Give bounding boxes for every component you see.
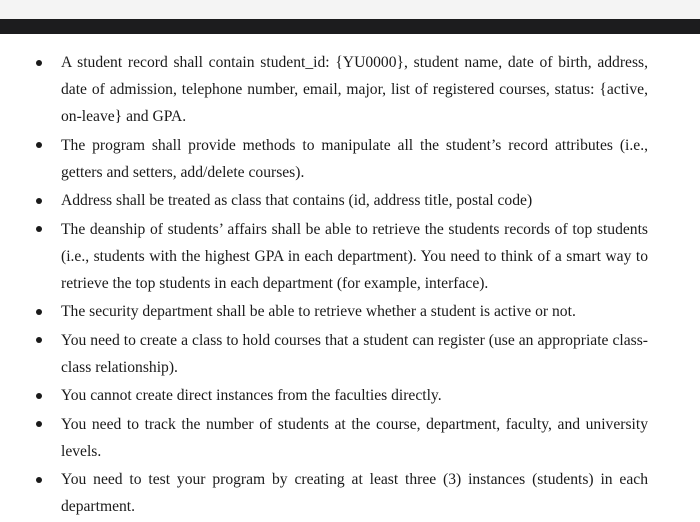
header-bar [0,19,700,34]
bullet-icon [36,421,42,427]
bullet-icon [36,142,42,148]
list-item-text: A student record shall contain student_id: {YU0000}, student name, date of birth, address, date of admission, telephone number, email, major, list of registered courses, status: {active, on-leave} and GPA. [61,54,648,125]
bullet-icon [36,393,42,399]
list-item-text: The deanship of students’ affairs shall be able to retrieve the students records of top students (i.e., students with the highest GPA in each department). You need to think of a smart way to retrieve the top students in each department (for example, interface). [61,220,648,292]
list-item-text: You need to test your program by creating at least three (3) instances (students) in each department. [61,471,648,515]
bullet-icon [36,309,42,315]
list-item-text: You cannot create direct instances from the faculties directly. [61,387,442,404]
list-item [0,382,700,409]
list-item [0,187,700,214]
bullet-icon [36,226,42,232]
bullet-icon [36,477,42,483]
list-item-text: The security department shall be able to retrieve whether a student is active or not. [61,303,576,320]
document-page [0,34,700,519]
list-item-text: You need to track the number of students at the course, department, faculty, and university levels. [61,415,648,460]
top-margin [0,0,700,19]
list-item-text: Address shall be treated as class that contains (id, address title, postal code) [61,192,533,209]
bullet-icon [36,337,42,343]
list-item [0,411,700,465]
list-item [0,327,700,381]
list-item [0,49,700,130]
bullet-icon [36,60,42,66]
bullet-icon [36,198,42,204]
list-item [0,466,700,520]
list-item [0,298,700,325]
list-item [0,216,700,297]
list-item [0,132,700,186]
requirements-list [0,49,700,522]
list-item-text: You need to create a class to hold courses that a student can register (use an appropriate class-class relationship). [61,331,648,376]
list-item-text: The program shall provide methods to manipulate all the student’s record attributes (i.e., getters and setters, add/delete courses). [61,136,648,181]
